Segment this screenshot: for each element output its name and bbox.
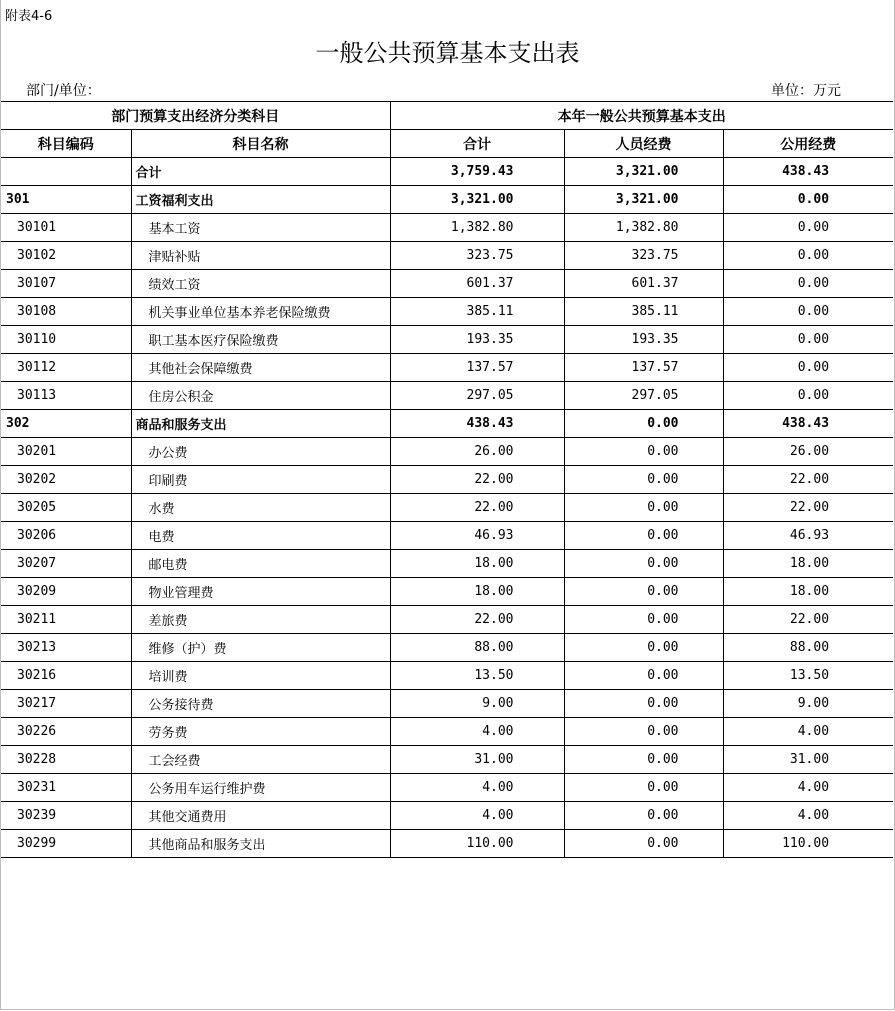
row-public: 0.00 — [723, 270, 893, 298]
row-total: 193.35 — [390, 326, 564, 354]
row-public: 18.00 — [723, 550, 893, 578]
row-name: 劳务费 — [131, 718, 390, 746]
table-row — [1, 746, 893, 774]
column-header-row — [1, 130, 893, 158]
table-row — [1, 354, 893, 382]
row-personnel: 0.00 — [564, 410, 723, 438]
row-name: 邮电费 — [131, 550, 390, 578]
row-personnel: 0.00 — [564, 438, 723, 466]
row-personnel: 1,382.80 — [564, 214, 723, 242]
table-row — [1, 410, 893, 438]
row-public: 0.00 — [723, 326, 893, 354]
row-code: 30216 — [1, 662, 131, 690]
row-name: 其他交通费用 — [131, 802, 390, 830]
row-personnel: 0.00 — [564, 718, 723, 746]
row-total: 297.05 — [390, 382, 564, 410]
table-row — [1, 830, 893, 858]
row-total: 18.00 — [390, 550, 564, 578]
row-name: 物业管理费 — [131, 578, 390, 606]
total-code — [1, 158, 131, 186]
row-code: 30108 — [1, 298, 131, 326]
row-public: 18.00 — [723, 578, 893, 606]
row-personnel: 193.35 — [564, 326, 723, 354]
row-public: 9.00 — [723, 690, 893, 718]
table-row — [1, 242, 893, 270]
row-code: 30217 — [1, 690, 131, 718]
row-personnel: 0.00 — [564, 634, 723, 662]
row-personnel: 3,321.00 — [564, 186, 723, 214]
row-total: 22.00 — [390, 606, 564, 634]
row-name: 电费 — [131, 522, 390, 550]
row-name: 工资福利支出 — [131, 186, 390, 214]
expenditure-table — [1, 101, 893, 858]
row-code: 30226 — [1, 718, 131, 746]
unit-label: 单位：万元 — [771, 83, 841, 99]
row-personnel: 0.00 — [564, 662, 723, 690]
row-total: 110.00 — [390, 830, 564, 858]
row-code: 30207 — [1, 550, 131, 578]
group-header-right: 本年一般公共预算基本支出 — [390, 102, 893, 130]
table-row — [1, 466, 893, 494]
row-code: 30113 — [1, 382, 131, 410]
col-header-code: 科目编码 — [1, 130, 131, 158]
row-name: 津贴补贴 — [131, 242, 390, 270]
row-personnel: 0.00 — [564, 578, 723, 606]
row-total: 88.00 — [390, 634, 564, 662]
row-code: 30299 — [1, 830, 131, 858]
total-personnel: 3,321.00 — [564, 158, 723, 186]
row-name: 工会经费 — [131, 746, 390, 774]
row-public: 22.00 — [723, 494, 893, 522]
row-total: 4.00 — [390, 802, 564, 830]
row-total: 22.00 — [390, 494, 564, 522]
row-code: 30110 — [1, 326, 131, 354]
row-personnel: 0.00 — [564, 522, 723, 550]
row-public: 88.00 — [723, 634, 893, 662]
row-public: 22.00 — [723, 466, 893, 494]
row-name: 培训费 — [131, 662, 390, 690]
row-public: 46.93 — [723, 522, 893, 550]
table-row — [1, 522, 893, 550]
row-code: 302 — [1, 410, 131, 438]
table-row — [1, 718, 893, 746]
row-code: 30107 — [1, 270, 131, 298]
row-code: 30231 — [1, 774, 131, 802]
row-personnel: 323.75 — [564, 242, 723, 270]
total-row — [1, 158, 893, 186]
row-total: 385.11 — [390, 298, 564, 326]
row-name: 职工基本医疗保险缴费 — [131, 326, 390, 354]
table-row — [1, 382, 893, 410]
row-name: 维修（护）费 — [131, 634, 390, 662]
row-total: 438.43 — [390, 410, 564, 438]
table-row — [1, 298, 893, 326]
row-public: 4.00 — [723, 774, 893, 802]
row-personnel: 385.11 — [564, 298, 723, 326]
row-public: 0.00 — [723, 382, 893, 410]
row-code: 301 — [1, 186, 131, 214]
row-total: 13.50 — [390, 662, 564, 690]
table-row — [1, 270, 893, 298]
row-public: 13.50 — [723, 662, 893, 690]
row-total: 1,382.80 — [390, 214, 564, 242]
row-name: 公务用车运行维护费 — [131, 774, 390, 802]
table-row — [1, 578, 893, 606]
group-header-left: 部门预算支出经济分类科目 — [1, 102, 390, 130]
row-personnel: 0.00 — [564, 830, 723, 858]
col-header-public: 公用经费 — [723, 130, 893, 158]
row-total: 18.00 — [390, 578, 564, 606]
table-row — [1, 550, 893, 578]
row-code: 30201 — [1, 438, 131, 466]
col-header-personnel: 人员经费 — [564, 130, 723, 158]
row-name: 其他社会保障缴费 — [131, 354, 390, 382]
row-name: 商品和服务支出 — [131, 410, 390, 438]
table-row — [1, 186, 893, 214]
row-total: 4.00 — [390, 718, 564, 746]
row-total: 9.00 — [390, 690, 564, 718]
row-public: 0.00 — [723, 298, 893, 326]
total-public: 438.43 — [723, 158, 893, 186]
total-total: 3,759.43 — [390, 158, 564, 186]
row-code: 30211 — [1, 606, 131, 634]
row-code: 30206 — [1, 522, 131, 550]
row-name: 其他商品和服务支出 — [131, 830, 390, 858]
col-header-total: 合计 — [390, 130, 564, 158]
row-total: 3,321.00 — [390, 186, 564, 214]
row-name: 住房公积金 — [131, 382, 390, 410]
col-header-name: 科目名称 — [131, 130, 390, 158]
row-public: 26.00 — [723, 438, 893, 466]
row-name: 印刷费 — [131, 466, 390, 494]
row-code: 30239 — [1, 802, 131, 830]
row-total: 4.00 — [390, 774, 564, 802]
table-row — [1, 438, 893, 466]
row-name: 公务接待费 — [131, 690, 390, 718]
row-public: 0.00 — [723, 242, 893, 270]
table-row — [1, 662, 893, 690]
row-name: 水费 — [131, 494, 390, 522]
attachment-label: 附表4-6 — [5, 9, 53, 24]
row-public: 110.00 — [723, 830, 893, 858]
total-name: 合计 — [131, 158, 390, 186]
row-name: 办公费 — [131, 438, 390, 466]
table-row — [1, 802, 893, 830]
row-name: 绩效工资 — [131, 270, 390, 298]
row-public: 4.00 — [723, 718, 893, 746]
dept-label: 部门/单位： — [26, 83, 101, 99]
row-total: 323.75 — [390, 242, 564, 270]
table-row — [1, 774, 893, 802]
row-public: 0.00 — [723, 186, 893, 214]
row-name: 差旅费 — [131, 606, 390, 634]
table-row — [1, 634, 893, 662]
row-code: 30228 — [1, 746, 131, 774]
row-personnel: 0.00 — [564, 466, 723, 494]
row-code: 30202 — [1, 466, 131, 494]
table-row — [1, 690, 893, 718]
row-code: 30209 — [1, 578, 131, 606]
row-code: 30102 — [1, 242, 131, 270]
row-name: 机关事业单位基本养老保险缴费 — [131, 298, 390, 326]
row-total: 26.00 — [390, 438, 564, 466]
row-public: 438.43 — [723, 410, 893, 438]
row-public: 31.00 — [723, 746, 893, 774]
group-header-row — [1, 102, 893, 130]
row-code: 30213 — [1, 634, 131, 662]
row-personnel: 0.00 — [564, 550, 723, 578]
row-public: 4.00 — [723, 802, 893, 830]
row-personnel: 0.00 — [564, 690, 723, 718]
row-public: 0.00 — [723, 214, 893, 242]
row-total: 31.00 — [390, 746, 564, 774]
row-name: 基本工资 — [131, 214, 390, 242]
row-total: 137.57 — [390, 354, 564, 382]
row-personnel: 297.05 — [564, 382, 723, 410]
row-total: 46.93 — [390, 522, 564, 550]
row-code: 30101 — [1, 214, 131, 242]
row-public: 0.00 — [723, 354, 893, 382]
table-row — [1, 494, 893, 522]
row-personnel: 0.00 — [564, 606, 723, 634]
row-total: 601.37 — [390, 270, 564, 298]
table-row — [1, 326, 893, 354]
row-personnel: 0.00 — [564, 746, 723, 774]
row-personnel: 0.00 — [564, 494, 723, 522]
row-personnel: 0.00 — [564, 774, 723, 802]
row-total: 22.00 — [390, 466, 564, 494]
row-public: 22.00 — [723, 606, 893, 634]
row-code: 30205 — [1, 494, 131, 522]
row-personnel: 0.00 — [564, 802, 723, 830]
row-code: 30112 — [1, 354, 131, 382]
table-row — [1, 606, 893, 634]
row-personnel: 137.57 — [564, 354, 723, 382]
table-row — [1, 214, 893, 242]
row-personnel: 601.37 — [564, 270, 723, 298]
page-title: 一般公共预算基本支出表 — [315, 39, 580, 67]
